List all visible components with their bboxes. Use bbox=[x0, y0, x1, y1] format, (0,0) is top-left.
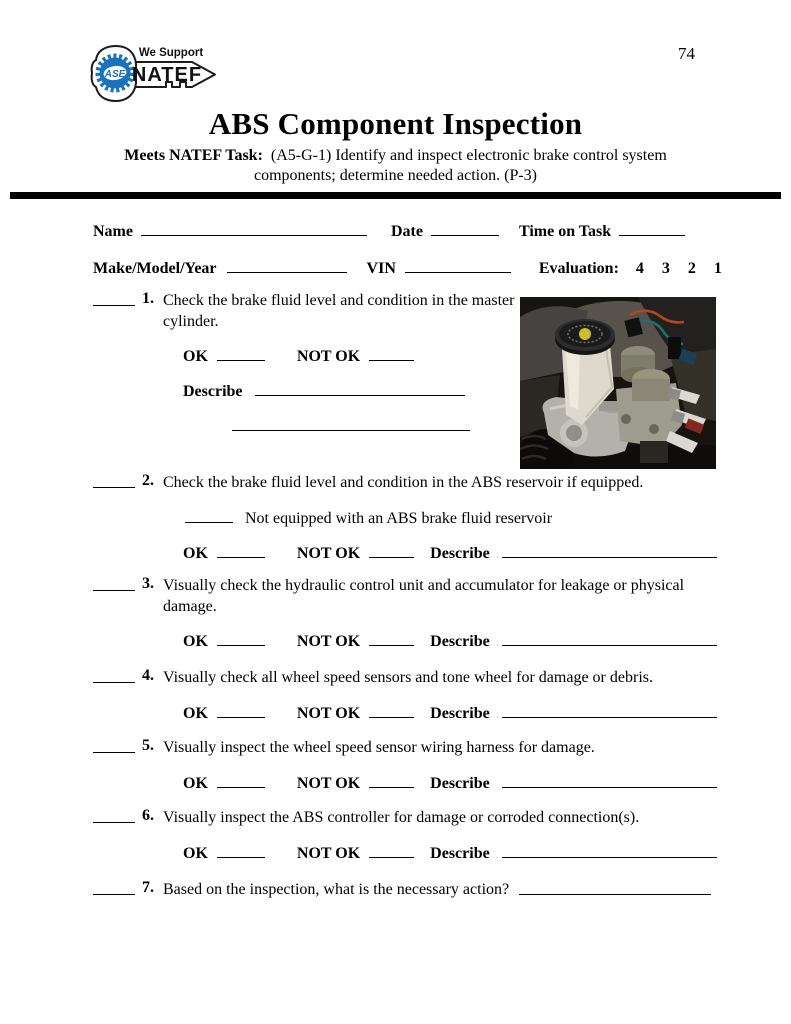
natef-key-logo-graphic bbox=[88, 40, 222, 104]
item-3-ok-label: OK bbox=[183, 633, 208, 650]
item-5-ok-label: OK bbox=[183, 775, 208, 792]
item-5-ok-blank bbox=[217, 772, 265, 788]
item-7-text: Based on the inspection, what is the necessary action? bbox=[163, 881, 510, 898]
date-blank bbox=[431, 220, 499, 236]
item-1-ok-line bbox=[183, 345, 414, 366]
item-1-describe-continuation-line bbox=[232, 412, 470, 431]
item-1-describe-label: Describe bbox=[183, 383, 243, 400]
item-3-score-blank bbox=[93, 575, 135, 591]
item-3-text: Visually check the hydraulic control unit and accumulator for leakage or physical damage. bbox=[163, 577, 685, 615]
item-3-not-ok-blank bbox=[369, 630, 414, 646]
name-label: Name bbox=[93, 223, 133, 240]
eval-score-2: 2 bbox=[687, 260, 696, 277]
item-3-not-ok-label: NOT OK bbox=[296, 633, 361, 650]
item-2-describe-label: Describe bbox=[430, 545, 490, 562]
item-6-not-ok-label: NOT OK bbox=[296, 845, 361, 862]
item-4-describe-label: Describe bbox=[430, 705, 490, 722]
task-line-1 bbox=[0, 147, 791, 165]
item-2-not-equipped-blank bbox=[185, 507, 233, 523]
item-4-not-ok-label: NOT OK bbox=[296, 705, 361, 722]
time-on-task-label: Time on Task bbox=[518, 223, 612, 240]
item-5-not-ok-blank bbox=[369, 772, 414, 788]
item-7-number: 7. bbox=[142, 879, 154, 896]
eval-score-1: 1 bbox=[713, 260, 722, 277]
item-1-number: 1. bbox=[142, 290, 154, 307]
info-row-1 bbox=[93, 220, 685, 241]
item-2-not-equipped-label: Not equipped with an ABS brake fluid reservoir bbox=[245, 510, 553, 527]
page-number: 74 bbox=[678, 44, 695, 63]
item-6 bbox=[93, 807, 743, 828]
item-4-ok-blank bbox=[217, 702, 265, 718]
item-3-ok-line bbox=[183, 630, 717, 651]
task-label: Meets NATEF Task: bbox=[124, 147, 263, 164]
item-4-describe-blank bbox=[502, 702, 717, 718]
item-6-ok-blank bbox=[217, 842, 265, 858]
natef-logo bbox=[88, 40, 222, 104]
task-line-2: components; determine needed action. (P-3) bbox=[253, 167, 537, 184]
item-3 bbox=[93, 575, 711, 617]
item-2-score-blank bbox=[93, 472, 135, 488]
item-6-describe-label: Describe bbox=[430, 845, 490, 862]
item-5-ok-line bbox=[183, 772, 717, 793]
header-divider bbox=[10, 192, 781, 199]
item-1-describe-line bbox=[183, 380, 465, 401]
item-2-ok-blank bbox=[217, 542, 265, 558]
item-6-number: 6. bbox=[142, 807, 154, 824]
item-1-not-ok-blank bbox=[369, 345, 414, 361]
item-4-number: 4. bbox=[142, 667, 154, 684]
item-5-number: 5. bbox=[142, 737, 154, 754]
item-1-not-ok-label: NOT OK bbox=[296, 348, 361, 365]
item-4-ok-label: OK bbox=[183, 705, 208, 722]
item-2-ok-line bbox=[183, 542, 717, 563]
item-7-answer-blank bbox=[519, 879, 711, 895]
item-1-text: Check the brake fluid level and condition in the master cylinder. bbox=[163, 292, 515, 330]
make-model-year-blank bbox=[227, 257, 347, 273]
item-6-not-ok-blank bbox=[369, 842, 414, 858]
item-5-not-ok-label: NOT OK bbox=[296, 775, 361, 792]
item-7 bbox=[93, 879, 711, 900]
item-2-number: 2. bbox=[142, 472, 154, 489]
info-row-2 bbox=[93, 257, 722, 278]
item-4-score-blank bbox=[93, 667, 135, 683]
vin-blank bbox=[405, 257, 511, 273]
eval-score-3: 3 bbox=[661, 260, 670, 277]
item-3-describe-blank bbox=[502, 630, 717, 646]
master-cylinder-photo bbox=[520, 297, 716, 469]
item-3-number: 3. bbox=[142, 575, 154, 592]
item-6-ok-line bbox=[183, 842, 717, 863]
natef-text: NATEF bbox=[131, 64, 203, 86]
item-4 bbox=[93, 667, 743, 688]
item-6-text: Visually inspect the ABS controller for damage or corroded connection(s). bbox=[163, 809, 640, 826]
vin-label: VIN bbox=[366, 260, 396, 277]
item-4-not-ok-blank bbox=[369, 702, 414, 718]
item-5-text: Visually inspect the wheel speed sensor wiring harness for damage. bbox=[163, 739, 595, 756]
item-2-not-ok-label: NOT OK bbox=[296, 545, 361, 562]
item-2 bbox=[93, 472, 743, 493]
name-blank bbox=[141, 220, 367, 236]
item-4-ok-line bbox=[183, 702, 717, 723]
item-6-describe-blank bbox=[502, 842, 717, 858]
item-3-describe-label: Describe bbox=[430, 633, 490, 650]
we-support-text: We Support bbox=[138, 47, 204, 59]
item-1-ok-label: OK bbox=[183, 348, 208, 365]
eval-score-4: 4 bbox=[635, 260, 644, 277]
item-5 bbox=[93, 737, 743, 758]
item-6-score-blank bbox=[93, 807, 135, 823]
date-label: Date bbox=[390, 223, 423, 240]
item-1-ok-blank bbox=[217, 345, 265, 361]
item-1-score-blank bbox=[93, 290, 135, 306]
time-on-task-blank bbox=[619, 220, 685, 236]
task-text-1: (A5-G-1) Identify and inspect electronic brake control system bbox=[270, 147, 667, 164]
item-4-text: Visually check all wheel speed sensors and tone wheel for damage or debris. bbox=[163, 669, 653, 686]
item-5-describe-blank bbox=[502, 772, 717, 788]
item-7-score-blank bbox=[93, 879, 135, 895]
item-2-describe-blank bbox=[502, 542, 717, 558]
page-title: ABS Component Inspection bbox=[208, 106, 583, 141]
item-1-describe-blank bbox=[255, 380, 465, 396]
item-1 bbox=[93, 290, 525, 332]
ase-logo-text: ASE bbox=[104, 69, 126, 80]
item-2-ok-label: OK bbox=[183, 545, 208, 562]
evaluation-label: Evaluation: bbox=[538, 260, 619, 277]
item-3-ok-blank bbox=[217, 630, 265, 646]
item-6-ok-label: OK bbox=[183, 845, 208, 862]
item-5-score-blank bbox=[93, 737, 135, 753]
item-2-text: Check the brake fluid level and condition in the ABS reservoir if equipped. bbox=[163, 474, 644, 491]
item-2-not-ok-blank bbox=[369, 542, 414, 558]
item-2-sub-option bbox=[185, 507, 552, 528]
make-model-year-label: Make/Model/Year bbox=[93, 260, 217, 277]
item-5-describe-label: Describe bbox=[430, 775, 490, 792]
